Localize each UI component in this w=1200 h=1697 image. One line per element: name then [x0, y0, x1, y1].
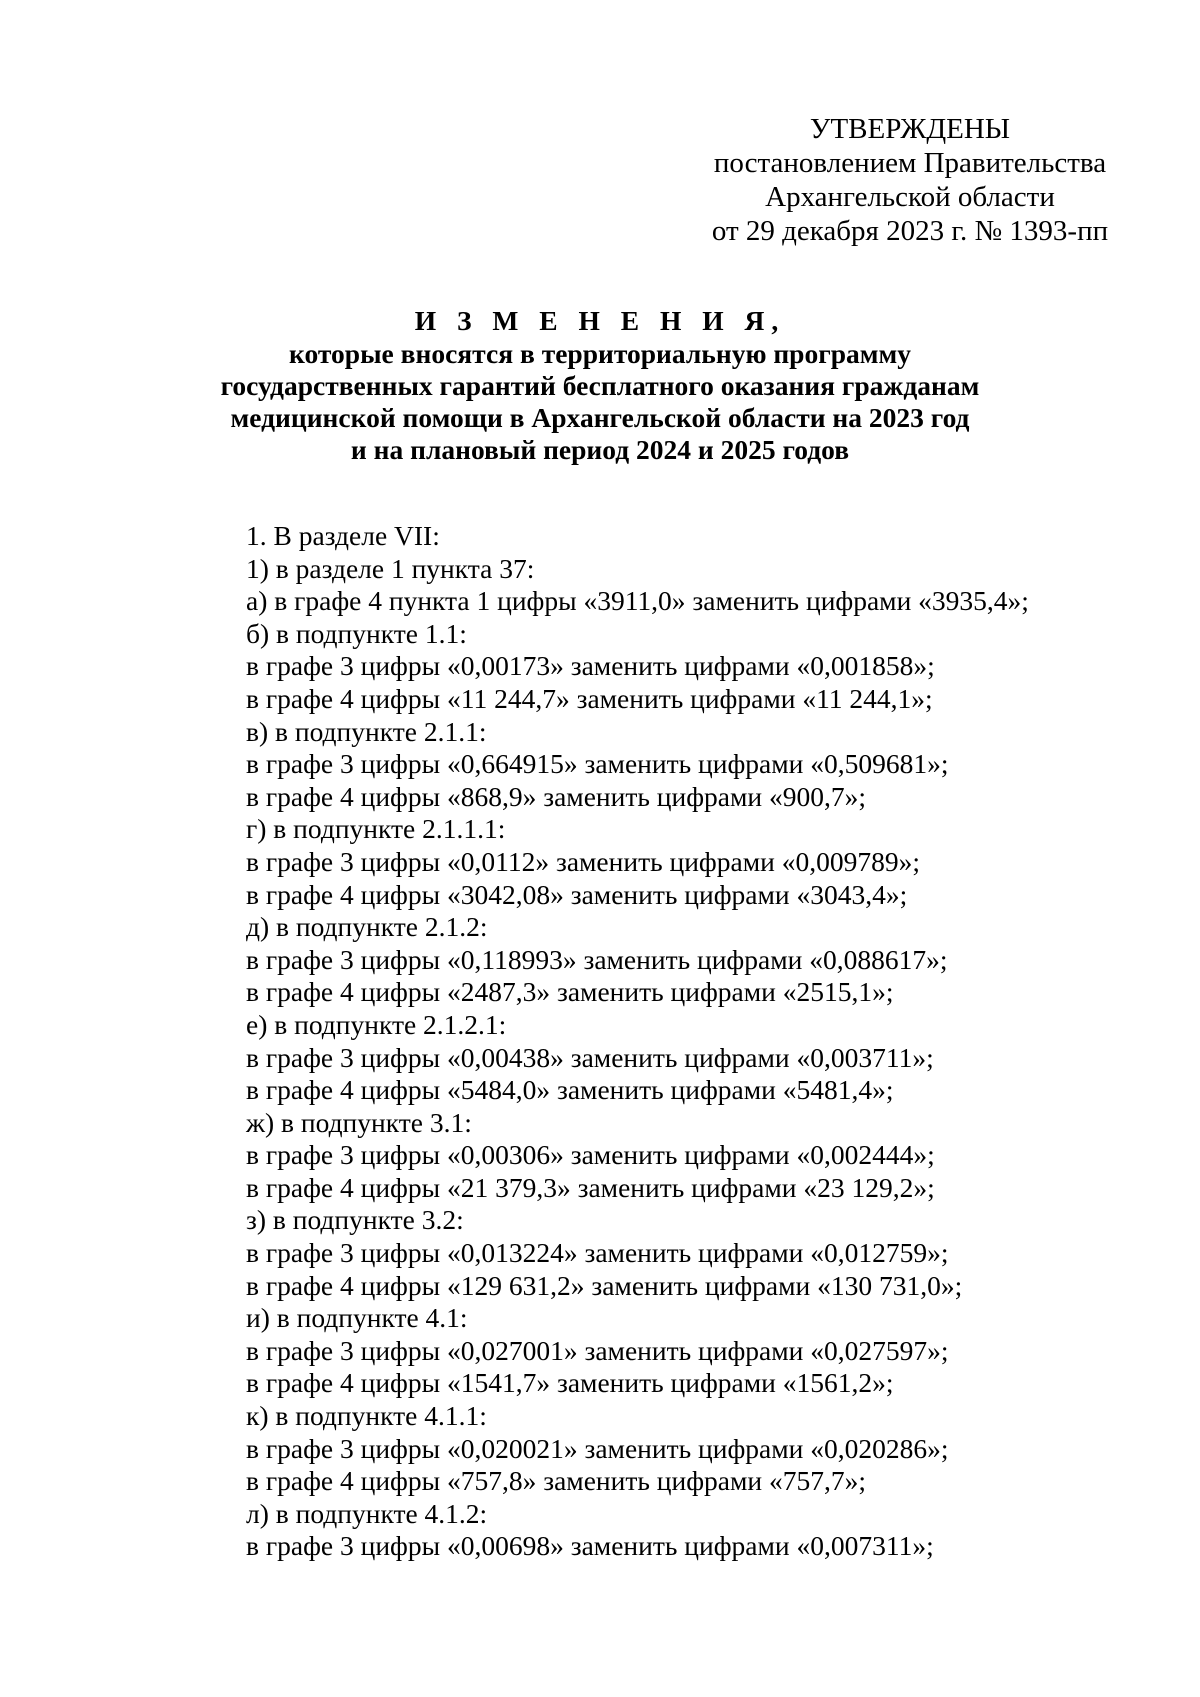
document-subtitle-line: которые вносятся в территориальную программу [289, 338, 911, 369]
document-subtitle-line: и на плановый период 2024 и 2025 годов [350, 434, 850, 465]
body-text-line: к) в подпункте 4.1.1: [246, 1400, 487, 1432]
approval-heading: УТВЕРЖДЕНЫ [809, 113, 1011, 145]
approval-stamp-block [700, 112, 1120, 248]
body-text-line: в графе 3 цифры «0,020021» заменить цифрами «0,020286»; [246, 1432, 949, 1464]
body-text-line: з) в подпункте 3.2: [246, 1204, 464, 1236]
approval-line: постановлением Правительства [713, 147, 1107, 179]
body-text-line: в графе 3 цифры «0,013224» заменить цифрами «0,012759»; [246, 1237, 949, 1269]
body-text-line: г) в подпункте 2.1.1.1: [246, 813, 506, 845]
body-text-line: 1. В разделе VII: [246, 520, 440, 551]
body-text-line: в графе 4 цифры «2487,3» заменить цифрами «2515,1»; [246, 976, 894, 1008]
body-text-line: в графе 4 цифры «129 631,2» заменить цифрами «130 731,0»; [246, 1269, 963, 1301]
approval-line: Архангельской области [765, 181, 1055, 213]
document-subtitle-line: государственных гарантий бесплатного оказания гражданам [220, 370, 980, 401]
document-title: И З М Е Н Е Н И Я, [414, 305, 786, 336]
body-text-line: в графе 3 цифры «0,00173» заменить цифрами «0,001858»; [246, 650, 935, 682]
body-text-line: в графе 3 цифры «0,664915» заменить цифрами «0,509681»; [246, 748, 949, 780]
body-text-line: в) в подпункте 2.1.1: [246, 715, 487, 747]
body-text-line: в графе 4 цифры «1541,7» заменить цифрами «1561,2»; [246, 1367, 894, 1399]
body-text-line: в графе 4 цифры «757,8» заменить цифрами «757,7»; [246, 1465, 866, 1497]
body-text-line: 1) в разделе 1 пункта 37: [246, 552, 535, 584]
body-text-line: б) в подпункте 1.1: [246, 617, 467, 649]
body-text-line: ж) в подпункте 3.1: [246, 1106, 472, 1138]
document-body [246, 520, 1126, 1563]
body-text-line: в графе 3 цифры «0,027001» заменить цифрами «0,027597»; [246, 1334, 949, 1366]
body-text-line: в графе 4 цифры «21 379,3» заменить цифрами «23 129,2»; [246, 1171, 935, 1203]
body-text-line: в графе 4 цифры «11 244,7» заменить цифрами «11 244,1»; [246, 682, 933, 714]
body-text-line: в графе 3 цифры «0,00698» заменить цифрами «0,007311»; [246, 1530, 934, 1562]
body-text-line: а) в графе 4 пункта 1 цифры «3911,0» заменить цифрами «3935,4»; [246, 585, 1029, 617]
body-text-line: д) в подпункте 2.1.2: [246, 911, 488, 943]
body-text-line: в графе 3 цифры «0,00306» заменить цифрами «0,002444»; [246, 1139, 935, 1171]
body-text-line: в графе 4 цифры «868,9» заменить цифрами «900,7»; [246, 780, 866, 812]
body-text-line: в графе 3 цифры «0,118993» заменить цифрами «0,088617»; [246, 943, 948, 975]
body-text-line: л) в подпункте 4.1.2: [246, 1497, 488, 1529]
body-text-line: и) в подпункте 4.1: [246, 1302, 468, 1334]
body-text-line: в графе 3 цифры «0,0112» заменить цифрами «0,009789»; [246, 845, 920, 877]
body-text-line: в графе 4 цифры «3042,08» заменить цифрами «3043,4»; [246, 878, 908, 910]
body-text-line: в графе 4 цифры «5484,0» заменить цифрами «5481,4»; [246, 1074, 894, 1106]
body-text-line: в графе 3 цифры «0,00438» заменить цифрами «0,003711»; [246, 1041, 934, 1073]
body-text-line: е) в подпункте 2.1.2.1: [246, 1008, 507, 1040]
approval-date-number: от 29 декабря 2023 г. № 1393-пп [711, 215, 1109, 247]
document-title-block [150, 305, 1050, 466]
document-subtitle-line: медицинской помощи в Архангельской области на 2023 год [230, 402, 970, 433]
